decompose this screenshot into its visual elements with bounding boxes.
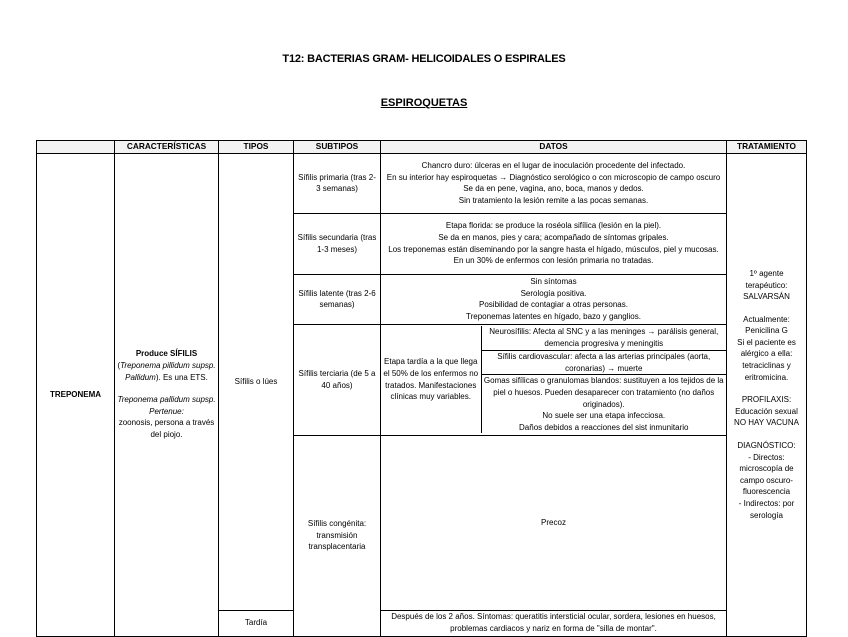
datos-latente xyxy=(381,274,727,324)
subtipo-precoz: Precoz xyxy=(381,435,727,610)
trat-line: PROFILAXIS: xyxy=(741,395,792,405)
latente-line: Treponemas latentes en hígado, bazo y ganglios. xyxy=(466,311,641,321)
trat-line: Educación sexual xyxy=(735,406,798,416)
caract-line-4: zoonosis, persona a través del piojo. xyxy=(118,418,215,440)
terciaria-left: Etapa tardía a la que llega el 50% de los enfermos no tratados. Manifestaciones clínicas muy variables. xyxy=(381,326,481,434)
primaria-line: Chancro duro: úlceras en el lugar de inoculación procedente del infectado. xyxy=(421,160,686,170)
secundaria-line: Los treponemas están diseminando por la sangre hasta el hígado, músculos, piel y mucosas. xyxy=(388,244,719,254)
datos-primaria xyxy=(381,153,727,213)
tipo-sifilis: Sífilis o lúes xyxy=(219,153,294,610)
subtipo-secundaria: Sífilis secundaria (tras 1-3 meses) xyxy=(294,213,381,274)
caract-line-2: (Treponema pillidum supsp. Pallidum). Es una ETS. xyxy=(117,361,216,382)
document-title: T12: BACTERIAS GRAM- HELICOIDALES O ESPIRALES xyxy=(282,53,566,65)
trat-line: NO HAY VACUNA xyxy=(734,418,799,428)
datos-terciaria xyxy=(381,324,727,435)
row-label-treponema: TREPONEMA xyxy=(37,153,115,636)
primaria-line: Sin tratamiento la lesión remite a las pocas semanas. xyxy=(458,195,649,205)
trat-line: DIAGNÓSTICO: xyxy=(737,441,796,451)
header-subtipos: SUBTIPOS xyxy=(294,141,381,154)
header-tratamiento: TRATAMIENTO xyxy=(727,141,807,154)
primaria-line: En su interior hay espiroquetas → Diagnóstico serológico o con microscopio de campo oscuro xyxy=(386,172,721,182)
trat-line: - Indirectos: por serología xyxy=(738,499,795,520)
header-tipos: TIPOS xyxy=(219,141,294,154)
header-datos: DATOS xyxy=(381,141,727,154)
latente-line: Serología positiva. xyxy=(520,288,587,298)
subtipo-latente: Sífilis latente (tras 2-6 semanas) xyxy=(294,274,381,324)
subtipo-terciaria: Sífilis terciaria (de 5 a 40 años) xyxy=(294,324,381,435)
header-caracteristicas: CARACTERÍSTICAS xyxy=(115,141,219,154)
datos-secundaria xyxy=(381,213,727,274)
gomas-line: Daños debidos a reacciones del sist inmunitario xyxy=(519,422,689,432)
secundaria-line: Etapa florida: se produce la roséola sifílica (lesión en la piel). xyxy=(445,221,662,231)
trat-line: - Directos: microscopía de campo oscuro- fluorescencia xyxy=(739,452,794,497)
tratamiento-cell xyxy=(727,153,807,636)
caract-line-3: Treponema pallidum supsp. Pertenue: xyxy=(117,395,216,416)
terciaria-gomas xyxy=(481,375,726,433)
trat-line: Penicilina G xyxy=(745,326,788,336)
subtipo-primaria: Sífilis primaria (tras 2-3 semanas) xyxy=(294,153,381,213)
section-subtitle: ESPIROQUETAS xyxy=(380,97,468,109)
trat-line: Actualmente: xyxy=(743,314,790,324)
latente-line: Sin síntomas xyxy=(530,276,577,286)
trat-line: Si el paciente es alérgico a ella: tetraciclinas y eritromicina. xyxy=(737,337,796,382)
secundaria-line: Se da en manos, pies y cara; acompañado de síntomas gripales. xyxy=(438,233,669,242)
terciaria-cardio: Sífilis cardiovascular: afecta a las arterias principales (aorta, coronarias) → muerte xyxy=(481,351,726,375)
primaria-line: Se da en pene, vagina, ano, boca, manos y dedos. xyxy=(463,184,644,194)
terciaria-subtable xyxy=(381,326,726,434)
table-row xyxy=(37,153,807,213)
gomas-line: Gomas sifílicas o granulomas blandos: sustituyen a los tejidos de la piel o huesos. Pueden desaparecer con tratamiento (no daños originados). xyxy=(483,376,724,409)
trat-line: 1º agente terapéutico: xyxy=(745,268,788,290)
trat-line: SALVARSÁN xyxy=(743,292,790,302)
table-header-row xyxy=(37,141,807,154)
subtipo-tardia: Tardía xyxy=(219,610,294,636)
tipo-congenita: Sífilis congénita: transmisión transplacentaria xyxy=(294,435,381,636)
terciaria-neuro: Neurosífilis: Afecta al SNC y a las meninges → parálisis general, demencia progresiva y meningitis xyxy=(481,326,726,351)
gomas-line: No suele ser una etapa infecciosa. xyxy=(542,411,666,421)
latente-line: Posibilidad de contagiar a otras personas. xyxy=(479,300,628,310)
datos-tardia: Después de los 2 años. Síntomas: queratitis intersticial ocular, sordera, lesiones en huesos, problemas cardiacos y nariz en forma de "silla de montar". xyxy=(381,610,727,636)
espiroquetas-table xyxy=(36,140,807,637)
header-empty xyxy=(37,141,115,154)
caracteristicas-cell xyxy=(115,153,219,636)
caract-line-1: Produce SÍFILIS xyxy=(135,349,198,359)
secundaria-line: En un 30% de enfermos con lesión primaria no tratadas. xyxy=(453,256,654,266)
